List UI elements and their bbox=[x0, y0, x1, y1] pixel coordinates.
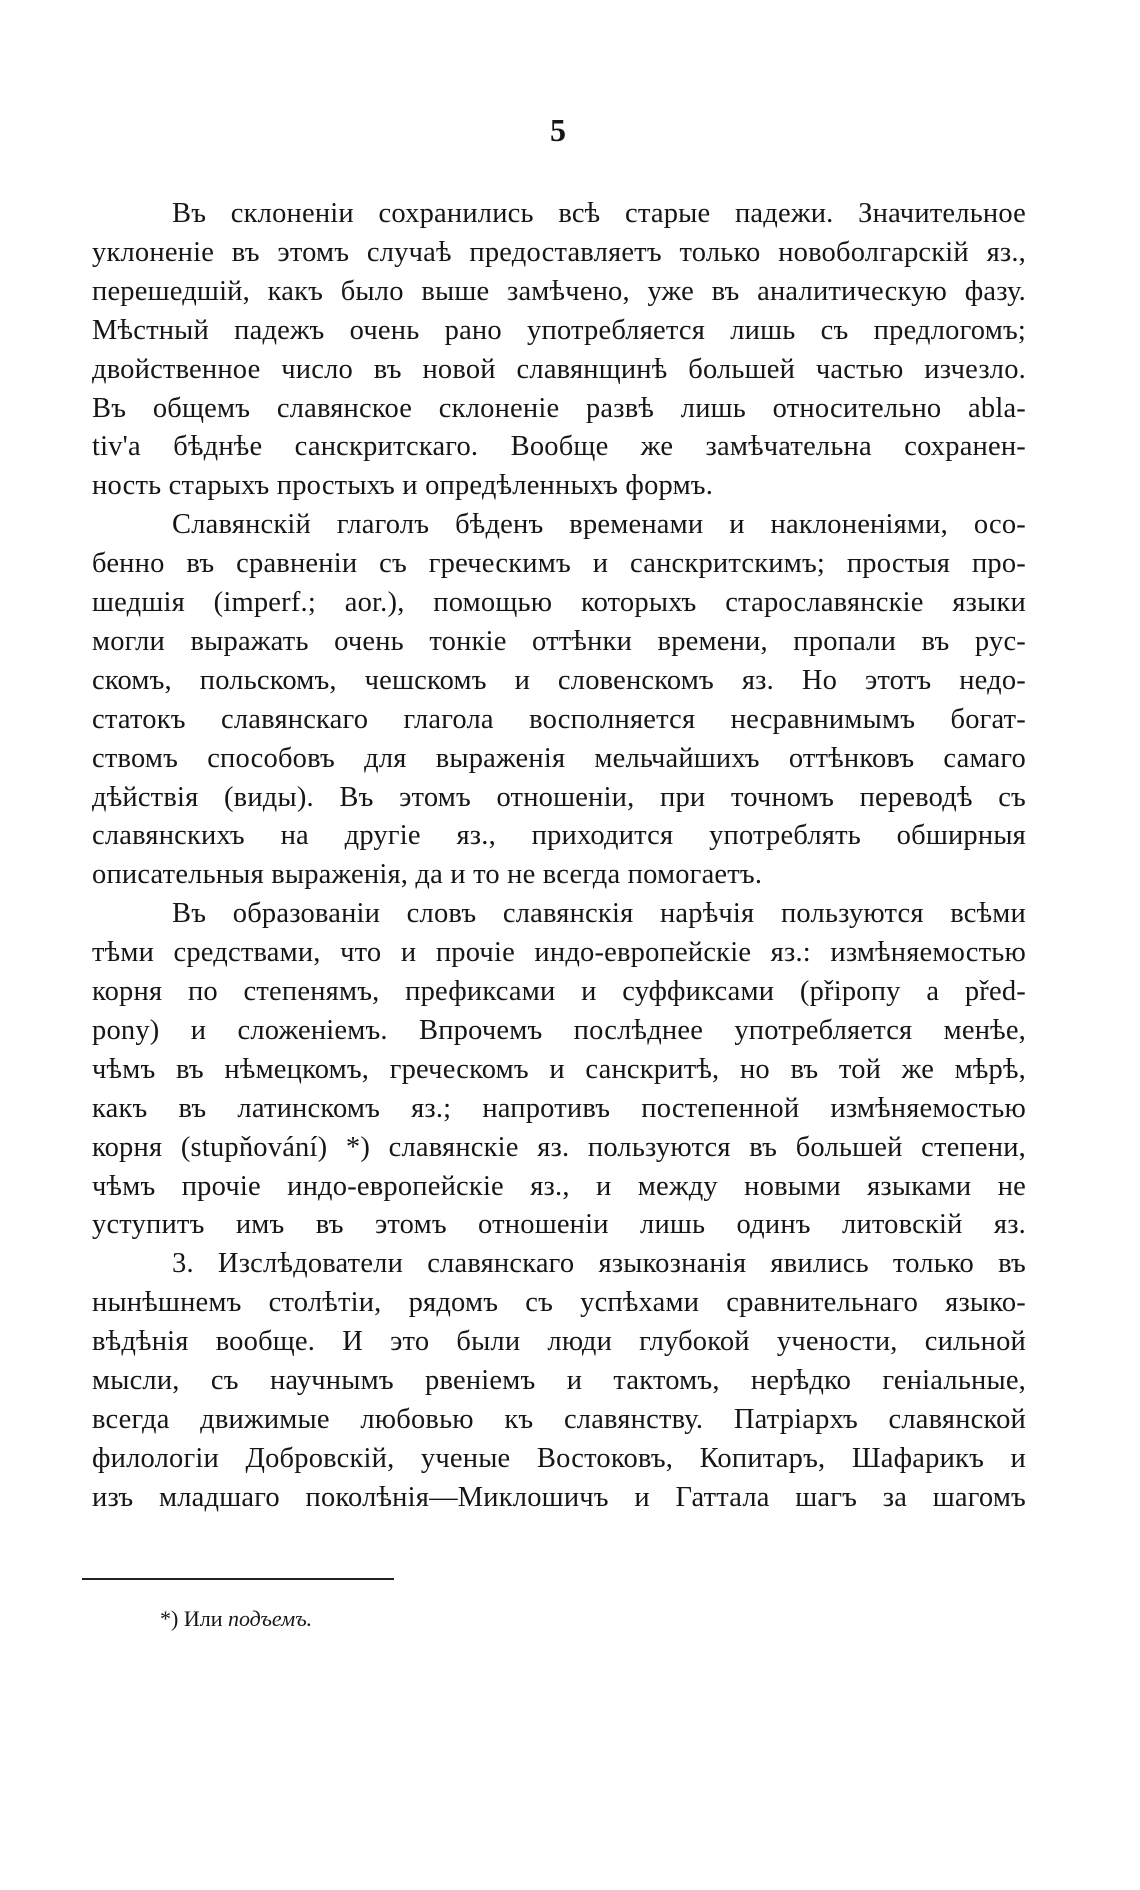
text-line: 3. Изслѣдователи славянскаго языкознанія явились только въ bbox=[172, 1248, 1026, 1280]
text-line: чѣмъ прочіе индо-европейскіе яз., и между новыми языками не bbox=[92, 1170, 1026, 1202]
text-line: чѣмъ въ нѣмецкомъ, греческомъ и санскритѣ, но въ той же мѣрѣ, bbox=[92, 1053, 1026, 1085]
text-line: описательныя выраженія, да и то не всегда помогаетъ. bbox=[92, 859, 763, 891]
text-line: всегда движимые любовью къ славянству. Патріархъ славянской bbox=[92, 1403, 1026, 1435]
footnote-text: подъемъ. bbox=[227, 1606, 313, 1631]
text-line: мысли, съ научнымъ рвеніемъ и тактомъ, нерѣдко геніальные, bbox=[92, 1365, 1026, 1396]
text-line: славянскихъ на другіе яз., приходится употреблять обширныя bbox=[92, 820, 1026, 852]
text-line: pony) и сложеніемъ. Впрочемъ послѣднее употребляется менѣе, bbox=[92, 1014, 1026, 1046]
text-line: Славянскій глаголъ бѣденъ временами и наклоненіями, осо- bbox=[172, 509, 1026, 541]
text-line: вѣдѣнія вообще. И это были люди глубокой учености, сильной bbox=[92, 1326, 1026, 1358]
text-line: корня (stupňování) *) славянскіе яз. пользуются въ большей степени, bbox=[92, 1131, 1026, 1163]
text-line: филологіи Добровскій, ученые Востоковъ, Копитаръ, Шафарикъ и bbox=[92, 1442, 1026, 1474]
text-line: шедшія (imperf.; aor.), помощью которыхъ старославянскіе языки bbox=[92, 587, 1026, 618]
footnote bbox=[160, 1604, 312, 1634]
text-line: tiv'а бѣднѣе санскритскаго. Вообще же замѣчательна сохранен- bbox=[92, 431, 1026, 463]
text-line: уступитъ имъ въ этомъ отношеніи лишь одинъ литовскій яз. bbox=[92, 1209, 1026, 1241]
text-line: дѣйствія (виды). Въ этомъ отношеніи, при точномъ переводѣ съ bbox=[92, 781, 1026, 813]
text-line: нынѣшнемъ столѣтіи, рядомъ съ успѣхами сравнительнаго языко- bbox=[92, 1287, 1026, 1319]
text-line: какъ въ латинскомъ яз.; напротивъ постепенной измѣняемостью bbox=[92, 1092, 1026, 1124]
text-line: уклоненіе въ этомъ случаѣ предоставляетъ только новоболгарскій яз., bbox=[92, 236, 1026, 268]
text-line: ность старыхъ простыхъ и опредѣленныхъ формъ. bbox=[92, 470, 714, 502]
text-line: Въ склоненіи сохранились всѣ старые падежи. Значительное bbox=[172, 198, 1026, 229]
text-line: бенно въ сравненіи съ греческимъ и санскритскимъ; простыя про- bbox=[92, 548, 1026, 580]
text-line: Въ образованіи словъ славянскія нарѣчія пользуются всѣми bbox=[172, 898, 1026, 930]
footnote-divider bbox=[82, 1578, 394, 1580]
text-line: могли выражать очень тонкіе оттѣнки времени, пропали въ рус- bbox=[92, 625, 1026, 657]
page-number: 5 bbox=[550, 112, 566, 148]
text-line: ствомъ способовъ для выраженія мельчайшихъ оттѣнковъ самаго bbox=[92, 742, 1026, 774]
text-line: изъ младшаго поколѣнія—Миклошичъ и Гаттала шагъ за шагомъ bbox=[92, 1481, 1026, 1513]
footnote-marker: *) Или bbox=[160, 1606, 223, 1631]
text-line: Мѣстный падежъ очень рано употребляется лишь съ предлогомъ; bbox=[92, 314, 1026, 346]
text-line: статокъ славянскаго глагола восполняется несравнимымъ богат- bbox=[92, 703, 1026, 735]
text-line: корня по степенямъ, префиксами и суффиксами (přiропу a před- bbox=[92, 976, 1026, 1007]
text-line: скомъ, польскомъ, чешскомъ и словенскомъ яз. Но этотъ недо- bbox=[92, 664, 1026, 696]
text-line: двойственное число въ новой славянщинѣ большей частью изчезло. bbox=[92, 353, 1026, 385]
text-line: Въ общемъ славянское склоненіе развѣ лишь относительно ablа- bbox=[92, 392, 1026, 424]
text-line: перешедшій, какъ было выше замѣчено, уже въ аналитическую фазу. bbox=[92, 275, 1026, 307]
text-line: тѣми средствами, что и прочіе индо-европейскіе яз.: измѣняемостью bbox=[92, 937, 1026, 969]
